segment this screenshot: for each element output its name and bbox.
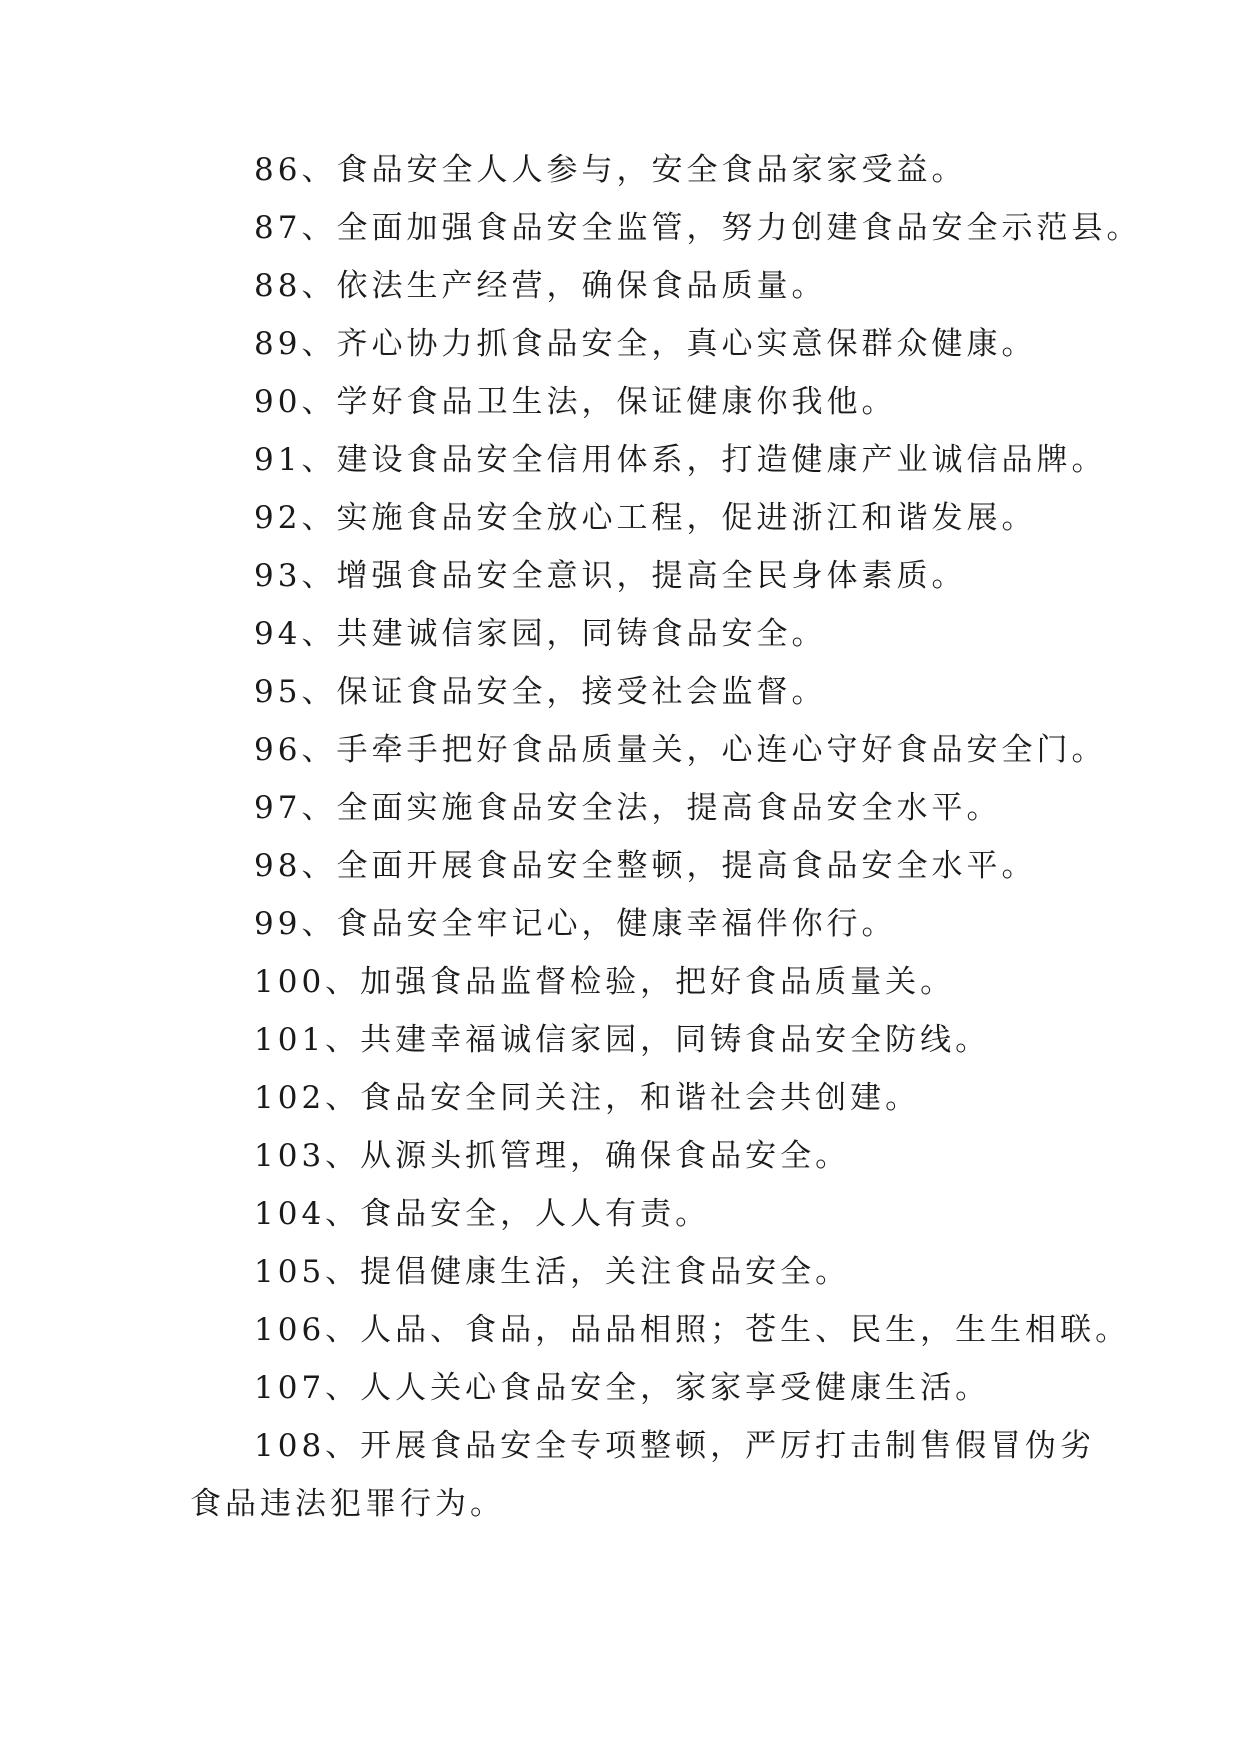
- slogan-103: 103、从源头抓管理，确保食品安全。: [254, 1138, 851, 1174]
- slogan-105: 105、提倡健康生活，关注食品安全。: [254, 1254, 851, 1290]
- slogan-101: 101、共建幸福诚信家园，同铸食品安全防线。: [254, 1022, 991, 1058]
- slogan-91: 91、建设食品安全信用体系，打造健康产业诚信品牌。: [254, 442, 1107, 478]
- slogan-106: 106、人品、食品，品品相照；苍生、民生，生生相联。: [254, 1312, 1131, 1348]
- slogan-86: 86、食品安全人人参与，安全食品家家受益。: [254, 152, 967, 188]
- slogan-108-continuation: 食品违法犯罪行为。: [190, 1486, 505, 1522]
- slogan-97: 97、全面实施食品安全法，提高食品安全水平。: [254, 790, 1002, 826]
- slogan-104: 104、食品安全，人人有责。: [254, 1196, 711, 1232]
- slogan-100: 100、加强食品监督检验，把好食品质量关。: [254, 964, 956, 1000]
- slogan-96: 96、手牵手把好食品质量关，心连心守好食品安全门。: [254, 732, 1107, 768]
- slogan-108: 108、开展食品安全专项整顿，严厉打击制售假冒伪劣: [254, 1428, 1096, 1464]
- slogan-94: 94、共建诚信家园，同铸食品安全。: [254, 616, 827, 652]
- slogan-107: 107、人人关心食品安全，家家享受健康生活。: [254, 1370, 991, 1406]
- slogan-99: 99、食品安全牢记心，健康幸福伴你行。: [254, 906, 897, 942]
- slogan-102: 102、食品安全同关注，和谐社会共创建。: [254, 1080, 921, 1116]
- slogan-87: 87、全面加强食品安全监管，努力创建食品安全示范县。: [254, 210, 1142, 246]
- slogan-98: 98、全面开展食品安全整顿，提高食品安全水平。: [254, 848, 1037, 884]
- slogan-88: 88、依法生产经营，确保食品质量。: [254, 268, 827, 304]
- slogan-90: 90、学好食品卫生法，保证健康你我他。: [254, 384, 897, 420]
- slogan-89: 89、齐心协力抓食品安全，真心实意保群众健康。: [254, 326, 1037, 362]
- slogan-92: 92、实施食品安全放心工程，促进浙江和谐发展。: [254, 500, 1037, 536]
- slogan-95: 95、保证食品安全，接受社会监督。: [254, 674, 827, 710]
- slogan-93: 93、增强食品安全意识，提高全民身体素质。: [254, 558, 967, 594]
